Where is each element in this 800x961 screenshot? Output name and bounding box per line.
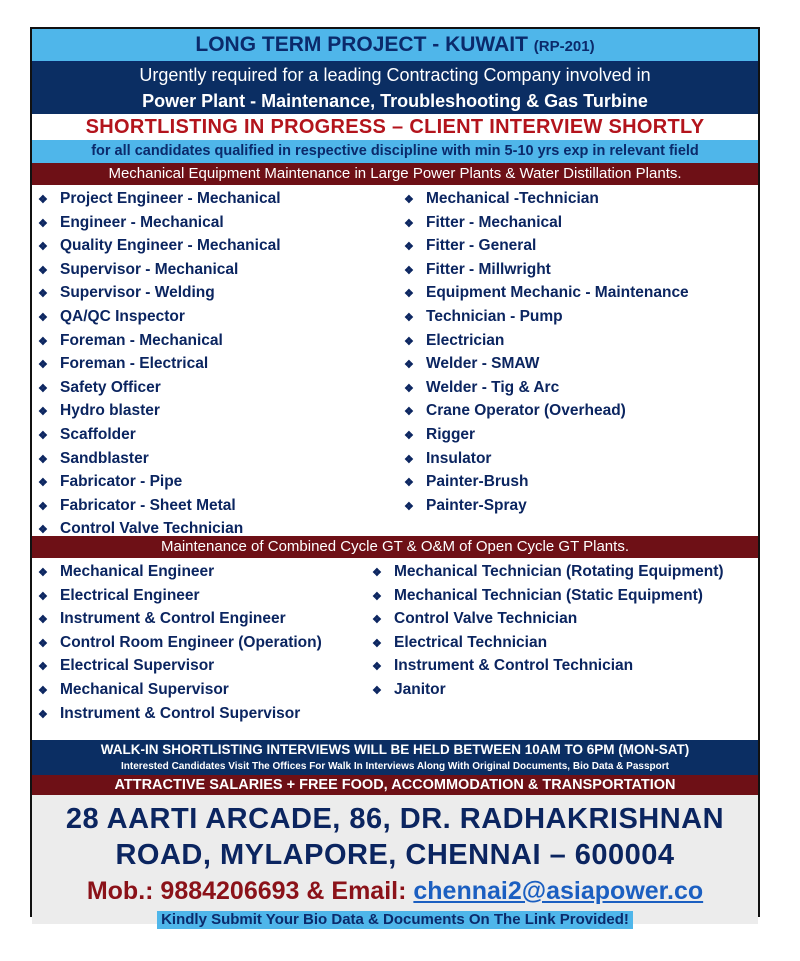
diamond-bullet-icon: ❖ — [38, 382, 48, 395]
job-list-item — [38, 187, 404, 211]
job-list-item — [38, 352, 404, 376]
job-list-item — [38, 607, 372, 631]
job-list-item — [372, 678, 724, 702]
job-list-item — [38, 678, 372, 702]
email-link[interactable]: chennai2@asiapower.co — [413, 877, 704, 905]
diamond-bullet-icon: ❖ — [38, 661, 48, 674]
page-title — [32, 29, 758, 62]
job-title: Mechanical Technician (Rotating Equipment) — [394, 563, 724, 580]
diamond-bullet-icon: ❖ — [372, 661, 382, 674]
job-title: Project Engineer - Mechanical — [60, 190, 281, 207]
job-list-item — [38, 631, 372, 655]
diamond-bullet-icon: ❖ — [38, 429, 48, 442]
job-list-item — [404, 258, 689, 282]
diamond-bullet-icon: ❖ — [372, 684, 382, 697]
diamond-bullet-icon: ❖ — [404, 359, 414, 372]
diamond-bullet-icon: ❖ — [38, 288, 48, 301]
job-list-item — [372, 631, 724, 655]
job-title: Fitter - General — [426, 237, 537, 255]
job-title: Instrument & Control Technician — [394, 657, 634, 675]
diamond-bullet-icon: ❖ — [372, 590, 382, 603]
title-main: LONG TERM PROJECT - — [195, 33, 446, 56]
address-line-1: 28 AARTI ARCADE, 86, DR. RADHAKRISHNAN — [65, 803, 725, 835]
diamond-bullet-icon: ❖ — [38, 359, 48, 372]
job-title: Supervisor - Welding — [60, 284, 215, 302]
job-title: QA/QC Inspector — [60, 307, 185, 325]
job-title: Rigger — [426, 425, 476, 443]
section2-lists — [32, 558, 758, 740]
job-title: Electrician — [426, 331, 505, 349]
diamond-bullet-icon: ❖ — [404, 241, 414, 254]
diamond-bullet-icon: ❖ — [38, 311, 48, 324]
diamond-bullet-icon: ❖ — [38, 477, 48, 490]
walkin-text: WALK-IN SHORTLISTING INTERVIEWS WILL BE HELD BETWEEN 10AM TO 6PM (MON-SAT) — [100, 742, 690, 757]
job-title: Sandblaster — [60, 449, 149, 467]
salary-banner: ATTRACTIVE SALARIES + FREE FOOD, ACCOMMODATION & TRANSPORTATION — [32, 775, 758, 795]
section2-heading: Maintenance of Combined Cycle GT & O&M of Open Cycle GT Plants. — [32, 536, 758, 558]
job-list-item — [38, 305, 404, 329]
job-title: Welder - SMAW — [426, 355, 540, 373]
job-title: Hydro blaster — [60, 402, 160, 420]
job-poster — [30, 27, 760, 928]
qualification-banner: for all candidates qualified in respective discipline with min 5-10 yrs exp in relevant field — [32, 140, 758, 163]
job-title: Fitter - Mechanical — [426, 213, 563, 231]
job-list-item — [404, 305, 689, 329]
title-ref: (RP-201) — [533, 38, 595, 55]
job-list-item — [38, 447, 404, 471]
diamond-bullet-icon: ❖ — [38, 500, 48, 513]
shortlisting-banner: SHORTLISTING IN PROGRESS – CLIENT INTERVIEW SHORTLY — [32, 114, 758, 140]
diamond-bullet-icon: ❖ — [38, 453, 48, 466]
diamond-bullet-icon: ❖ — [38, 217, 48, 230]
job-list-item — [38, 258, 404, 282]
diamond-bullet-icon: ❖ — [404, 264, 414, 277]
walkin-block — [32, 740, 758, 775]
job-list-item — [404, 494, 689, 518]
intro-line-1: Urgently required for a leading Contracting Company involved in — [32, 62, 758, 89]
job-title: Electrical Engineer — [60, 586, 200, 604]
job-list-item — [404, 470, 689, 494]
job-title: Instrument & Control Supervisor — [60, 704, 301, 722]
job-list-item — [38, 702, 372, 726]
job-list-item — [404, 447, 689, 471]
diamond-bullet-icon: ❖ — [404, 453, 414, 466]
diamond-bullet-icon: ❖ — [372, 567, 382, 579]
job-list-item — [404, 376, 689, 400]
job-title: Foreman - Electrical — [60, 355, 209, 373]
diamond-bullet-icon: ❖ — [38, 335, 48, 348]
section2-right-list — [372, 560, 724, 740]
job-list-item — [404, 423, 689, 447]
address-block — [32, 795, 758, 928]
job-list-item — [38, 584, 372, 608]
diamond-bullet-icon: ❖ — [38, 637, 48, 650]
job-title: Control Valve Technician — [394, 610, 578, 628]
job-list-item — [404, 329, 689, 353]
job-list-item — [38, 329, 404, 353]
diamond-bullet-icon: ❖ — [38, 590, 48, 603]
walkin-note: Interested Candidates Visit The Offices For Walk In Interviews Along With Original Documents, Bio Data & Passport — [121, 761, 669, 772]
job-title: Electrical Supervisor — [60, 657, 215, 675]
job-list-item — [38, 399, 404, 423]
diamond-bullet-icon: ❖ — [404, 429, 414, 442]
diamond-bullet-icon: ❖ — [38, 684, 48, 697]
job-list-item — [38, 654, 372, 678]
job-title: Crane Operator (Overhead) — [426, 402, 626, 420]
submit-note: Kindly Submit Your Bio Data & Documents On The Link Provided! — [157, 911, 633, 929]
job-title: Mechanical -Technician — [426, 190, 599, 207]
contact-line — [32, 873, 758, 909]
job-list-item — [38, 560, 372, 584]
diamond-bullet-icon: ❖ — [38, 567, 48, 579]
job-list-item — [38, 376, 404, 400]
diamond-bullet-icon: ❖ — [404, 500, 414, 513]
diamond-bullet-icon: ❖ — [404, 311, 414, 324]
job-title: Quality Engineer - Mechanical — [60, 237, 281, 255]
job-list-item — [404, 211, 689, 235]
job-title: Control Valve Technician — [60, 520, 244, 538]
job-title: Foreman - Mechanical — [60, 331, 223, 349]
diamond-bullet-icon: ❖ — [38, 708, 48, 721]
job-title: Scaffolder — [60, 425, 136, 443]
job-title: Electrical Technician — [394, 633, 548, 651]
diamond-bullet-icon: ❖ — [404, 194, 414, 206]
job-title: Welder - Tig & Arc — [426, 378, 560, 396]
job-list-item — [38, 423, 404, 447]
diamond-bullet-icon: ❖ — [404, 382, 414, 395]
job-list-item — [38, 494, 404, 518]
diamond-bullet-icon: ❖ — [38, 194, 48, 206]
intro-line-2: Power Plant - Maintenance, Troubleshooting & Gas Turbine — [32, 89, 758, 114]
section2-left-list — [38, 560, 372, 740]
job-list-item — [372, 607, 724, 631]
diamond-bullet-icon: ❖ — [38, 241, 48, 254]
job-list-item — [38, 470, 404, 494]
job-list-item — [38, 211, 404, 235]
job-title: Equipment Mechanic - Maintenance — [426, 284, 689, 302]
job-list-item — [38, 281, 404, 305]
diamond-bullet-icon: ❖ — [404, 335, 414, 348]
job-title: Control Room Engineer (Operation) — [60, 633, 322, 651]
diamond-bullet-icon: ❖ — [404, 406, 414, 419]
diamond-bullet-icon: ❖ — [404, 288, 414, 301]
job-title: Mechanical Supervisor — [60, 680, 229, 698]
diamond-bullet-icon: ❖ — [372, 637, 382, 650]
job-list-item — [372, 560, 724, 584]
job-list-item — [372, 584, 724, 608]
title-location: KUWAIT — [445, 33, 528, 56]
diamond-bullet-icon: ❖ — [38, 264, 48, 277]
diamond-bullet-icon: ❖ — [38, 614, 48, 627]
job-title: Mechanical Engineer — [60, 563, 215, 580]
job-title: Mechanical Technician (Static Equipment) — [394, 586, 703, 604]
job-title: Painter-Spray — [426, 496, 527, 514]
address-line-2: ROAD, MYLAPORE, CHENNAI – 600004 — [115, 839, 675, 871]
section1-right-list — [404, 187, 689, 536]
section1-heading: Mechanical Equipment Maintenance in Large Power Plants & Water Distillation Plants. — [32, 163, 758, 185]
diamond-bullet-icon: ❖ — [404, 217, 414, 230]
job-list-item — [404, 187, 689, 211]
job-title: Instrument & Control Engineer — [60, 610, 286, 628]
job-list-item — [372, 654, 724, 678]
section1-left-list — [38, 187, 404, 536]
job-list-item — [404, 234, 689, 258]
diamond-bullet-icon: ❖ — [38, 524, 48, 537]
job-title: Fabricator - Sheet Metal — [60, 496, 236, 514]
job-title: Fabricator - Pipe — [60, 473, 183, 491]
mobile-text: Mob.: 9884206693 & Email: — [86, 877, 414, 905]
job-title: Janitor — [394, 680, 446, 698]
job-list-item — [404, 281, 689, 305]
job-title: Supervisor - Mechanical — [60, 260, 239, 278]
job-title: Fitter - Millwright — [426, 260, 551, 278]
job-title: Painter-Brush — [426, 473, 529, 491]
diamond-bullet-icon: ❖ — [404, 477, 414, 490]
job-title: Insulator — [426, 449, 492, 467]
section1-lists — [32, 185, 758, 536]
diamond-bullet-icon: ❖ — [38, 406, 48, 419]
job-title: Technician - Pump — [426, 307, 563, 325]
job-title: Engineer - Mechanical — [60, 213, 224, 231]
job-title: Safety Officer — [60, 378, 161, 396]
job-list-item — [404, 352, 689, 376]
job-list-item — [404, 399, 689, 423]
diamond-bullet-icon: ❖ — [372, 614, 382, 627]
job-list-item — [38, 234, 404, 258]
